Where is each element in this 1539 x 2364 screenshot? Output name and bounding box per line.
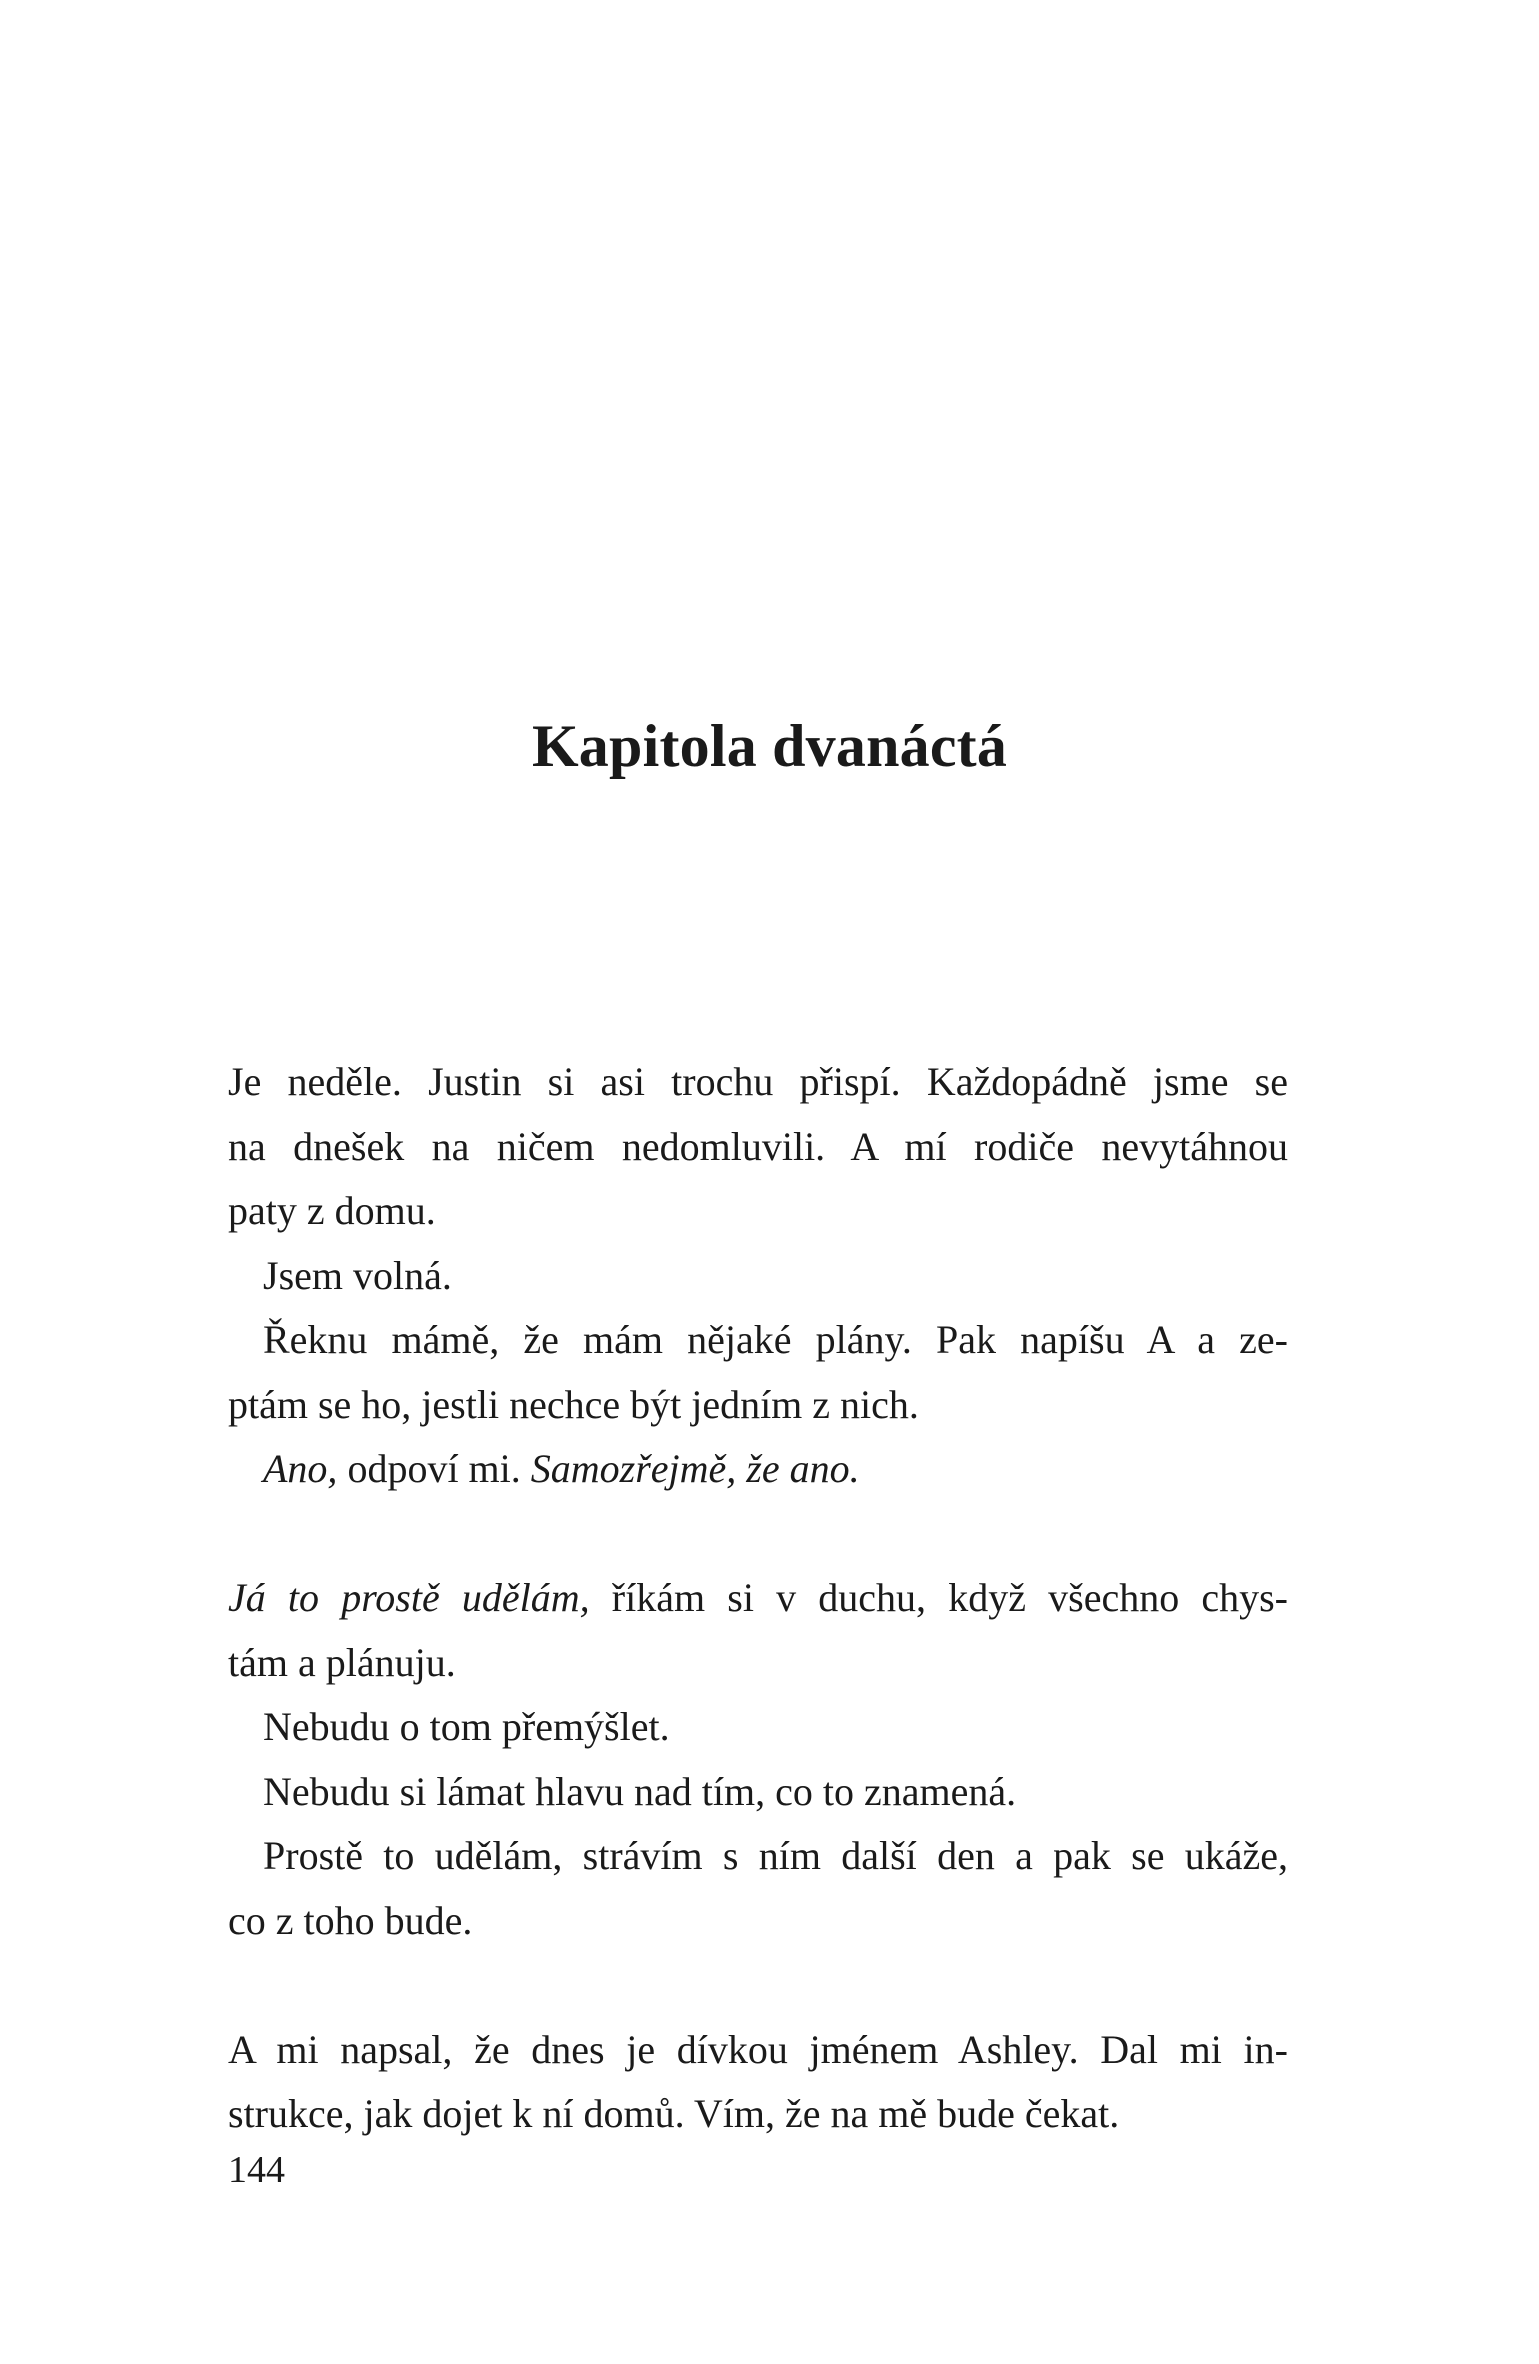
text-line: Je neděle. Justin si asi trochu přispí. Každopádně jsme se [228, 1059, 1288, 1104]
paragraph [228, 2018, 1288, 2147]
paragraph [228, 1050, 1288, 1244]
italic-text: Ano, [263, 1446, 338, 1491]
text-line: Jsem volná. [263, 1252, 452, 1298]
text-line: Prostě to udělám, strávím s ním další den a pak se ukáže, [263, 1833, 1288, 1878]
paragraph [228, 1244, 1288, 1309]
section-break [228, 1953, 1288, 2018]
text-line: paty z domu. [228, 1188, 436, 1233]
italic-text: Samozřejmě, že ano. [530, 1446, 860, 1491]
paragraph [228, 1760, 1288, 1825]
text-line: tám a plánuju. [228, 1639, 456, 1685]
plain-text: říkám si v duchu, když všechno chys- [589, 1575, 1289, 1620]
text-line: Nebudu o tom přemýšlet. [263, 1704, 670, 1749]
section-break [228, 1502, 1288, 1567]
text-line: Nebudu si lámat hlavu nad tím, co to znamená. [263, 1768, 1017, 1814]
paragraph [228, 1437, 1288, 1502]
page-number: 144 [228, 2149, 285, 2191]
plain-text: odpoví mi. [337, 1446, 531, 1491]
paragraph [228, 1308, 1288, 1437]
text-line: A mi napsal, že dnes je dívkou jménem Ashley. Dal mi in- [228, 2026, 1288, 2072]
paragraph [228, 1695, 1288, 1760]
italic-text: Já to prostě udělám, [228, 1575, 590, 1620]
text-line: ptám se ho, jestli nechce být jedním z nich. [228, 1381, 919, 1427]
text-line: na dnešek na ničem nedomluvili. A mí rodiče nevytáhnou [228, 1123, 1288, 1169]
text-line: strukce, jak dojet k ní domů. Vím, že na mě bude čekat. [228, 2091, 1120, 2136]
paragraph [228, 1566, 1288, 1695]
chapter-title: Kapitola dvanáctá [531, 713, 1008, 779]
text-line [228, 1566, 1288, 1631]
text-line: Řeknu mámě, že mám nějaké plány. Pak napíšu A a ze- [263, 1317, 1288, 1362]
text-line [228, 1437, 1288, 1502]
text-line: co z toho bude. [228, 1897, 473, 1943]
body-text [228, 1050, 1288, 2147]
paragraph [228, 1824, 1288, 1953]
